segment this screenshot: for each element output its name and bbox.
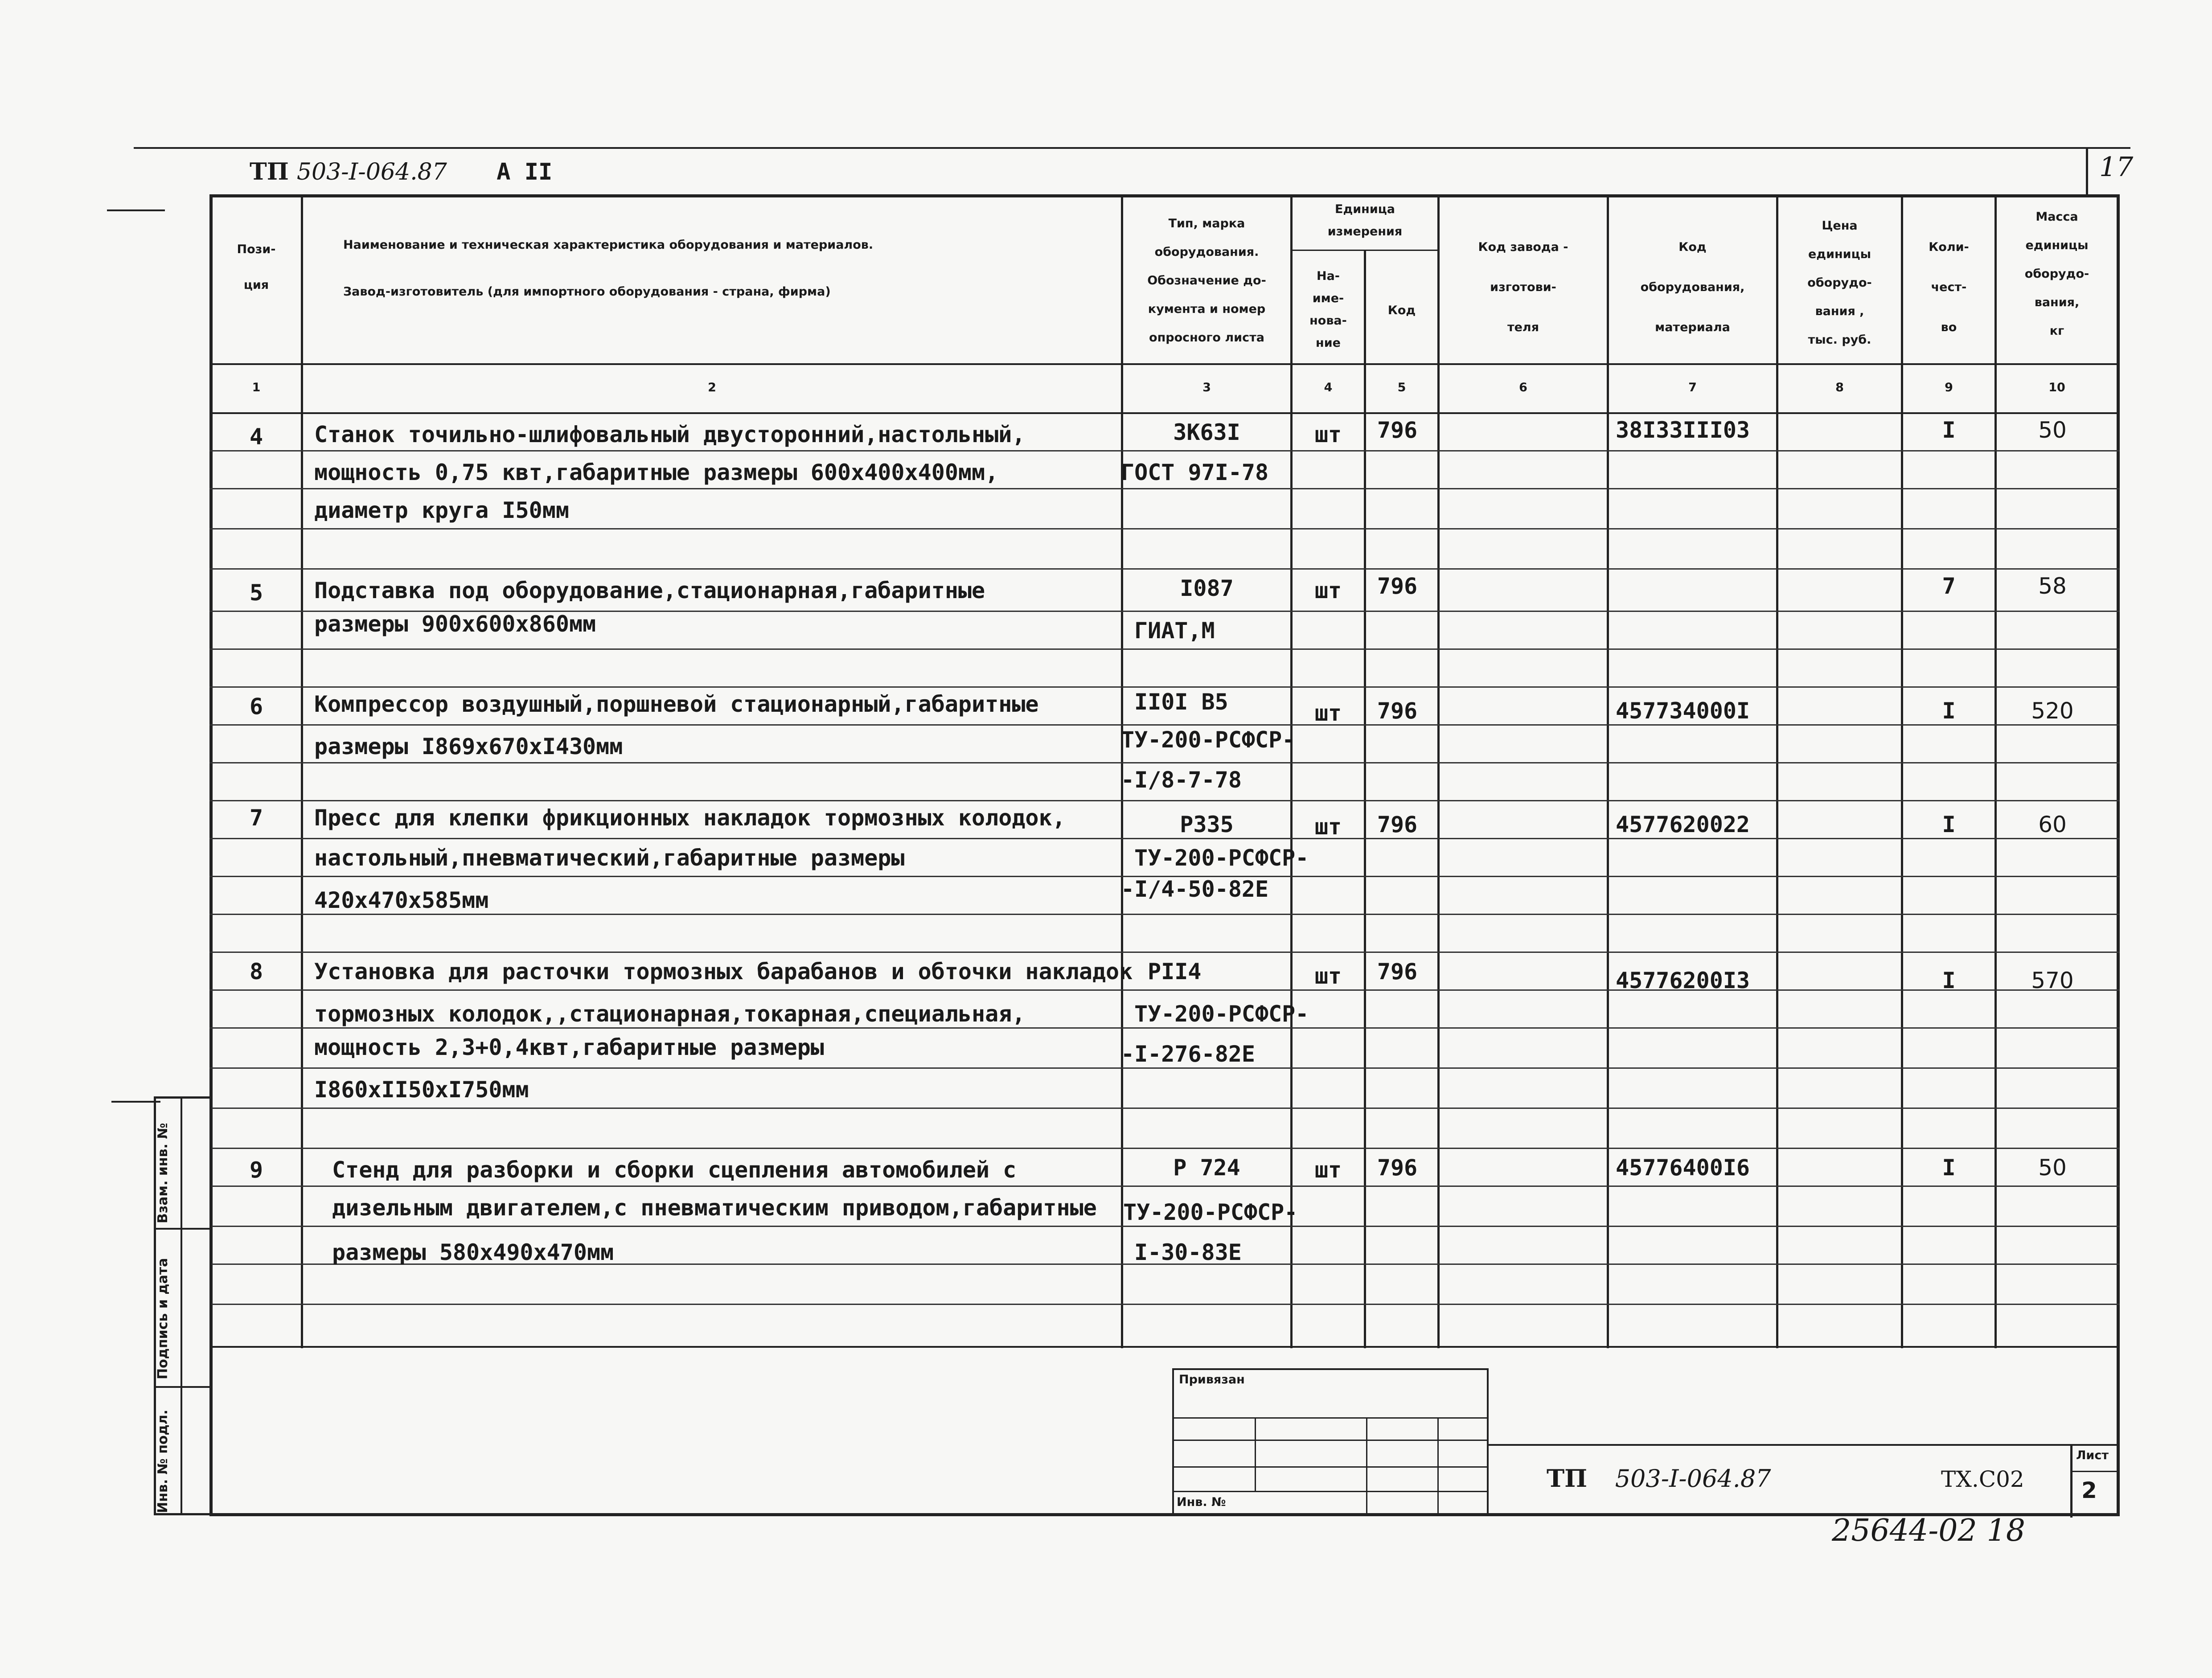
row-unit-code: 796 <box>1377 417 1418 443</box>
side-label-zam-inv: Взам. инв. № <box>155 1123 171 1223</box>
row-name-line: 420х470х585мм <box>314 887 489 913</box>
header-unit: Единица измерения <box>1327 202 1403 238</box>
col-number-3: 3 <box>1202 381 1211 394</box>
col-divider-5 <box>1437 196 1440 1348</box>
header-price: Цена единицы оборудо- вания , тыс. руб. <box>1807 219 1872 347</box>
row-unit-code: 796 <box>1377 1155 1418 1181</box>
header-rule <box>209 363 2120 365</box>
row-unit: шт <box>1314 814 1342 840</box>
header-unit-code: Код <box>1387 304 1416 317</box>
row-name-line: размеры 900х600х860мм <box>314 611 596 637</box>
row-type-line: ТУ-200-РСФСР- <box>1134 845 1309 871</box>
doc-marker: А II <box>497 159 553 185</box>
row-name-line: размеры I869х670хI430мм <box>314 734 623 759</box>
row-type-line: ГИАТ,М <box>1134 618 1215 644</box>
row-name-line: размеры 580х490х470мм <box>332 1239 614 1265</box>
row-type-line: ГОСТ 97I-78 <box>1121 460 1269 485</box>
header-name-line1: Наименование и техническая характеристика оборудования и материалов. <box>343 238 874 252</box>
header-equip-code: Код оборудования, материала <box>1640 240 1745 334</box>
row-pos: 9 <box>249 1157 263 1183</box>
row-type-line: I087 <box>1180 575 1234 601</box>
row-name-line: Станок точильно-шлифовальный двусторонний,настольный, <box>314 422 1026 447</box>
row-mass: 570 <box>2031 968 2074 993</box>
col-number-10: 10 <box>2048 381 2065 394</box>
row-name-line: Пресс для клепки фрикционных накладок тормозных колодок, <box>314 805 1066 831</box>
row-type-line: -I/8-7-78 <box>1121 767 1242 793</box>
col-divider-1 <box>301 196 303 1348</box>
row-mass: 50 <box>2038 1155 2067 1181</box>
side-label-inv-podl: Инв. № подл. <box>155 1409 171 1513</box>
row-equip-code: 4577620022 <box>1616 812 1750 837</box>
row-pos: 4 <box>249 424 263 450</box>
row-name-line: настольный,пневматический,габаритные размеры <box>314 845 905 871</box>
row-unit: шт <box>1314 422 1342 447</box>
row-pos: 7 <box>249 805 263 831</box>
sheet-code: ТХ.С02 <box>1941 1466 2024 1492</box>
col-number-8: 8 <box>1835 381 1844 394</box>
row-equip-code: 38I33III03 <box>1616 417 1750 443</box>
header-type: Тип, марка оборудования. Обозначение до- кумента и номер опросного листа <box>1147 217 1266 345</box>
row-type-line: II0I В5 <box>1134 689 1228 715</box>
row-unit-code: 796 <box>1377 698 1418 724</box>
sheet-label: Лист <box>2076 1448 2109 1462</box>
title-block-code <box>1547 1464 1771 1493</box>
row-mass: 520 <box>2031 698 2074 724</box>
row-unit-code: 796 <box>1377 959 1418 985</box>
top-rule <box>134 147 2130 149</box>
row-name-line: Стенд для разборки и сборки сцепления автомобилей с <box>332 1157 1017 1183</box>
scan-mark <box>107 209 165 211</box>
header-unit-name: На- име- нова- ние <box>1309 269 1347 350</box>
bottom-note: 25644-02 18 <box>1832 1513 2025 1548</box>
col-number-1: 1 <box>252 381 261 394</box>
row-qty: 7 <box>1942 573 1956 599</box>
row-qty: I <box>1942 698 1956 724</box>
side-label-signature-date: Подпись и дата <box>155 1258 171 1379</box>
doc-code: ТП 503-I-064.87 А II <box>250 158 553 185</box>
col-number-4: 4 <box>1324 381 1333 394</box>
col-number-9: 9 <box>1945 381 1953 394</box>
row-name-line: Подставка под оборудование,стационарная,габаритные <box>314 578 985 603</box>
privyazan-block <box>1172 1368 1489 1515</box>
row-type-line: ТУ-200-РСФСР- <box>1134 1001 1309 1027</box>
col-number-7: 7 <box>1688 381 1697 394</box>
row-unit: шт <box>1314 963 1342 989</box>
title-code-prefix: ТП <box>1547 1464 1588 1493</box>
row-type-line: Р335 <box>1180 812 1234 837</box>
row-name-line: Компрессор воздушный,поршневой стационарный,габаритные <box>314 691 1039 717</box>
row-unit: шт <box>1314 1157 1342 1183</box>
row-type-line: Р 724 <box>1173 1155 1240 1181</box>
row-qty: I <box>1942 812 1956 837</box>
col-number-5: 5 <box>1397 381 1406 394</box>
row-equip-code: 45776400I6 <box>1616 1155 1750 1181</box>
row-type-line: ТУ-200-РСФСР- <box>1121 727 1296 753</box>
doc-code-number: 503-I-064.87 <box>296 159 447 185</box>
row-name-line: мощность 2,3+0,4квт,габаритные размеры <box>314 1034 824 1060</box>
row-unit: шт <box>1314 578 1342 603</box>
header-pos: Пози- ция <box>237 242 276 292</box>
scan-mark <box>111 1101 160 1103</box>
row-equip-code: 45776200I3 <box>1616 968 1750 993</box>
table-bottom-rule <box>209 1346 2120 1348</box>
row-unit-code: 796 <box>1377 573 1418 599</box>
row-name-line: дизельным двигателем,с пневматическим приводом,габаритные <box>332 1195 1097 1221</box>
row-type-line: 3К63I <box>1173 419 1240 445</box>
col-number-2: 2 <box>708 381 716 394</box>
unit-header-rule <box>1290 250 1440 251</box>
row-mass: 60 <box>2038 812 2067 837</box>
row-name-line: Установка для расточки тормозных барабанов и обточки накладок <box>314 959 1133 985</box>
title-code-number: 503-I-064.87 <box>1615 1465 1771 1493</box>
row-qty: I <box>1942 1155 1956 1181</box>
row-type-line: -I-276-82Е <box>1121 1041 1256 1067</box>
row-name-line: диаметр круга I50мм <box>314 497 569 523</box>
row-pos: 5 <box>249 580 263 606</box>
col-divider-4 <box>1364 250 1366 1348</box>
header-mass: Масса единицы оборудо- вания, кг <box>2024 210 2089 338</box>
row-mass: 50 <box>2038 417 2067 443</box>
row-type-line: ТУ-200-РСФСР- <box>1123 1199 1298 1225</box>
header-factory-code: Код завода - изготови- теля <box>1478 240 1568 334</box>
col-divider-6 <box>1607 196 1609 1348</box>
row-name-line: I860хII50хI750мм <box>314 1077 529 1103</box>
header-name <box>308 234 1119 303</box>
privyazan-label: Привязан <box>1179 1373 1245 1387</box>
inv-no-label: Инв. № <box>1177 1495 1226 1509</box>
row-name-line: тормозных колодок,,стационарная,токарная,специальная, <box>314 1001 1026 1027</box>
row-type-line: I-30-83Е <box>1134 1239 1242 1265</box>
row-pos: 6 <box>249 693 263 719</box>
row-equip-code: 457734000I <box>1616 698 1750 724</box>
col-divider-7 <box>1776 196 1778 1348</box>
row-qty: I <box>1942 417 1956 443</box>
top-rule-tick <box>2086 147 2088 196</box>
sheet-number-top: 17 <box>2099 152 2134 183</box>
row-type-line: РII4 <box>1148 959 1202 985</box>
header-name-line2: Завод-изготовитель (для импортного оборудования - страна, фирма) <box>343 285 831 299</box>
row-type-line: -I/4-50-82Е <box>1121 876 1269 902</box>
row-pos: 8 <box>249 959 263 985</box>
sheet-box-divider <box>2070 1444 2072 1518</box>
row-qty: I <box>1942 968 1956 993</box>
col-number-6: 6 <box>1519 381 1527 394</box>
title-block-rule <box>1489 1444 2120 1446</box>
col-number-rule <box>209 412 2120 414</box>
sheet-number: 2 <box>2081 1477 2097 1503</box>
row-mass: 58 <box>2038 573 2067 599</box>
row-name-line: мощность 0,75 квт,габаритные размеры 600х400х400мм, <box>314 460 999 485</box>
header-qty: Коли- чест- во <box>1929 240 1969 334</box>
row-unit-code: 796 <box>1377 812 1418 837</box>
row-unit: шт <box>1314 700 1342 726</box>
